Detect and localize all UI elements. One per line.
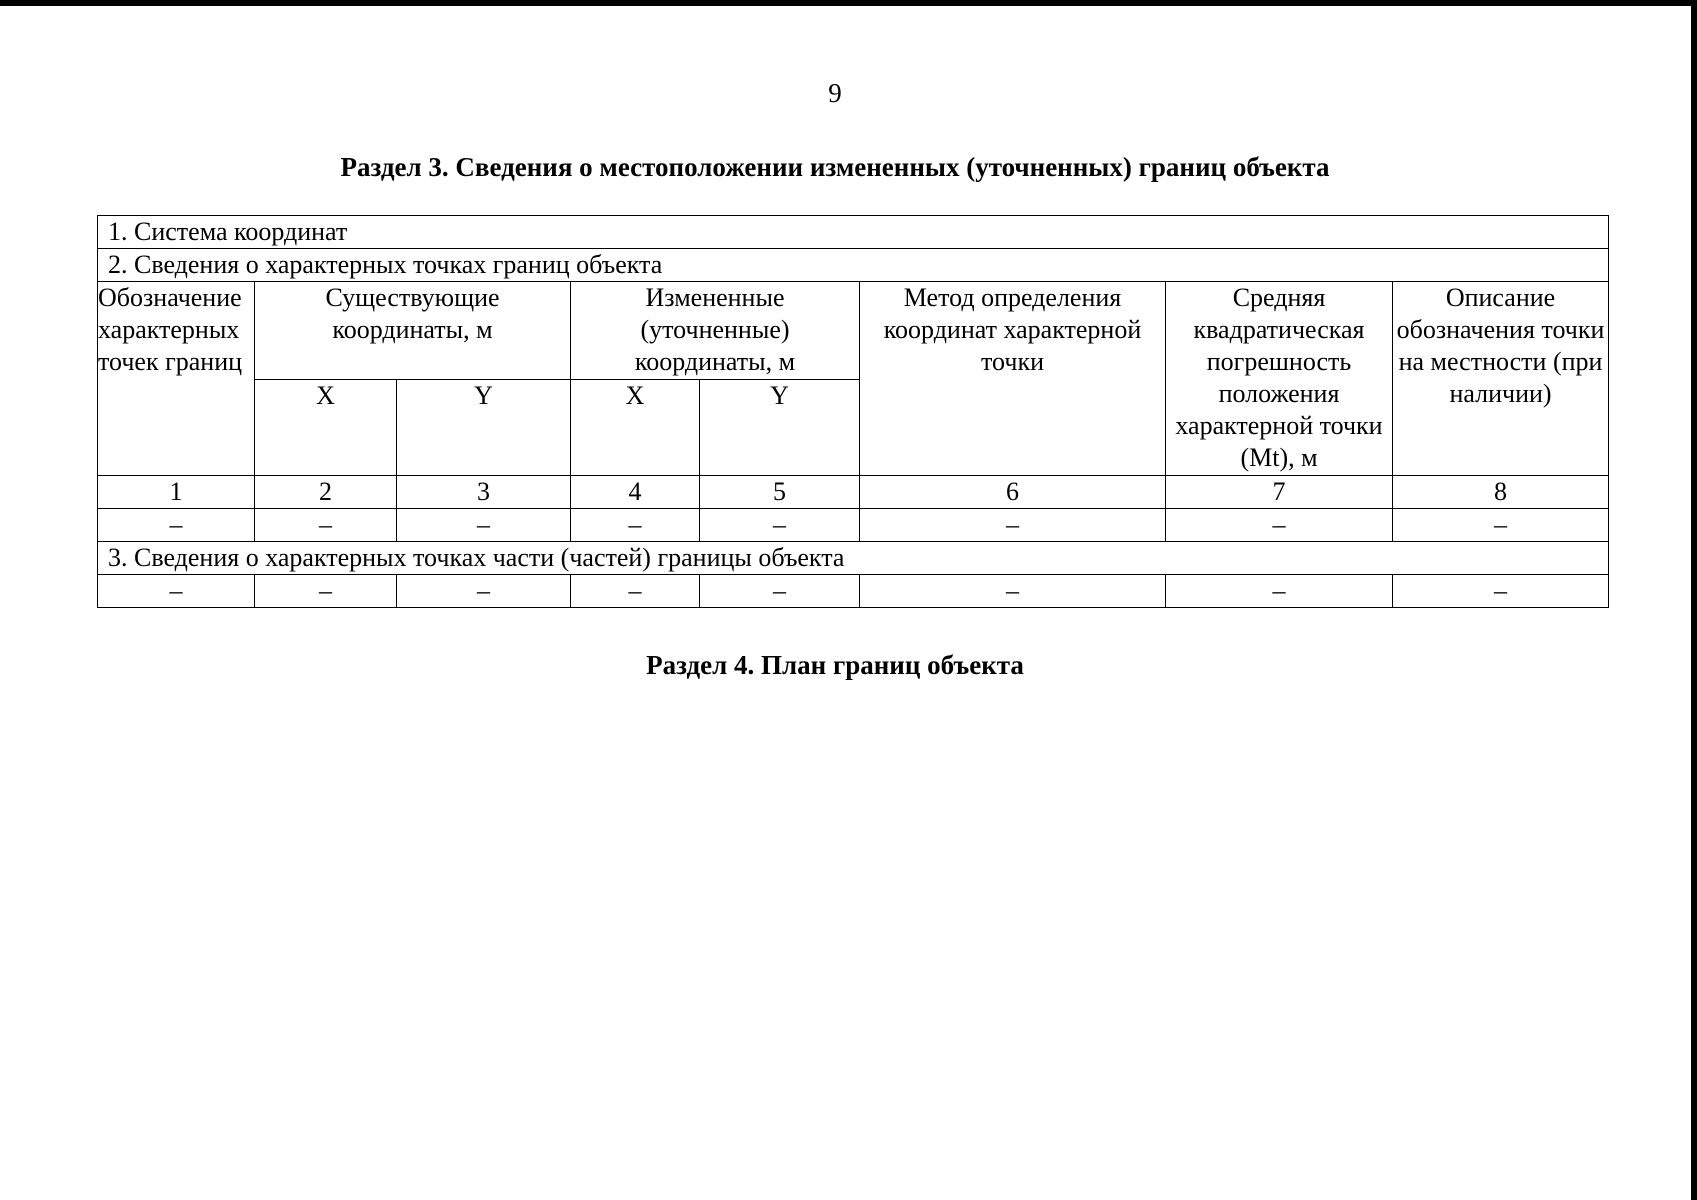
coord-system-row: 1. Система координат [98, 216, 1609, 249]
table-cell: – [255, 575, 397, 608]
header-existing-x: X [255, 380, 397, 476]
header-existing-coordinates: Существующие координаты, м [255, 282, 571, 380]
column-number: 4 [571, 476, 700, 509]
section3-title: Раздел 3. Сведения о местоположении измененных (уточненных) границ объекта [340, 152, 1330, 182]
header-mean-square-error: Средняя квадратическая погрешность положения характерной точки (Mt), м [1166, 282, 1393, 476]
column-number: 3 [397, 476, 571, 509]
header-method: Метод определения координат характерной точки [860, 282, 1166, 476]
table-cell: – [98, 575, 255, 608]
table-cell: – [1393, 509, 1609, 542]
parts-section-row: 3. Сведения о характерных точках части (частей) границы объекта [98, 542, 1609, 575]
boundary-points-table [97, 215, 1609, 608]
column-number: 7 [1166, 476, 1393, 509]
table-row [98, 575, 1609, 608]
table-cell: – [1166, 575, 1393, 608]
table-cell: – [98, 509, 255, 542]
table-cell: – [860, 575, 1166, 608]
header-existing-y: Y [397, 380, 571, 476]
table-cell: – [397, 509, 571, 542]
table-cell: – [1393, 575, 1609, 608]
table-cell: – [700, 509, 860, 542]
header-point-designation: Обозначение характерных точек границ [98, 282, 255, 476]
table-cell: – [571, 575, 700, 608]
table-cell: – [1166, 509, 1393, 542]
column-number: 2 [255, 476, 397, 509]
table-cell: – [860, 509, 1166, 542]
table-cell: – [571, 509, 700, 542]
page-number: 9 [828, 78, 842, 108]
column-number: 8 [1393, 476, 1609, 509]
header-description: Описание обозначения точки на местности (при наличии) [1393, 282, 1609, 476]
table-cell: – [255, 509, 397, 542]
column-number: 6 [860, 476, 1166, 509]
table-cell: – [397, 575, 571, 608]
page-right-edge [1691, 0, 1697, 1200]
header-changed-coordinates: Измененные (уточненные) координаты, м [571, 282, 860, 380]
table-row [98, 509, 1609, 542]
header-changed-x: X [571, 380, 700, 476]
column-number: 5 [700, 476, 860, 509]
header-changed-y: Y [700, 380, 860, 476]
column-number: 1 [98, 476, 255, 509]
points-section-row: 2. Сведения о характерных точках границ объекта [98, 249, 1609, 282]
page-top-edge [0, 0, 1697, 6]
section4-title: Раздел 4. План границ объекта [646, 650, 1024, 680]
table-cell: – [700, 575, 860, 608]
